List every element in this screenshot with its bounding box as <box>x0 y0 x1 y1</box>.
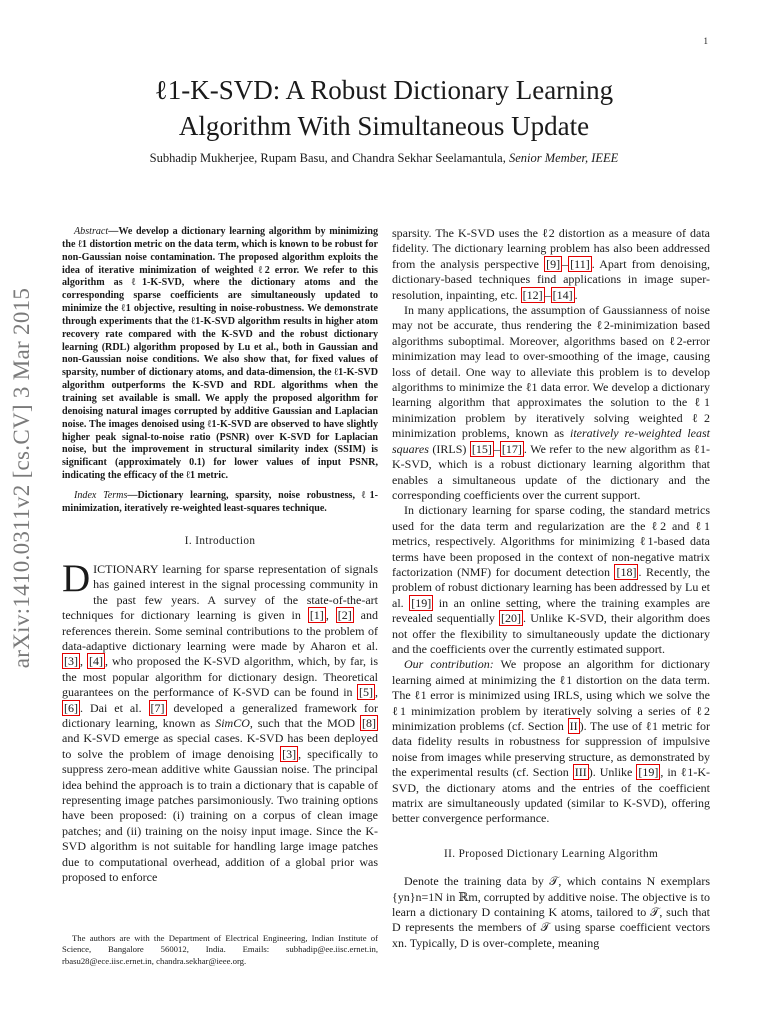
intro-text: and references therein. Some seminal contributions to the problem of data-adaptive dictionary learning were made by Aharon et al. <box>62 608 379 653</box>
irls-term: iteratively re-weighted least squares <box>392 426 710 456</box>
body-text: – <box>562 256 569 271</box>
body-text: We propose an algorithm for dictionary learning aimed at minimizing the ℓ1 distortion on the data term. The ℓ1 error is minimized using IRLS, using which we solve the ℓ1 minimization problem by iteratively solving a series of ℓ2 minimization problems (cf. Section <box>392 657 710 733</box>
citation-link[interactable]: [18] <box>616 564 637 579</box>
simco-term: SimCO <box>215 716 250 731</box>
citation-link[interactable]: [19] <box>638 765 659 780</box>
paper-title <box>60 72 708 144</box>
intro-text: , who proposed the K-SVD algorithm, which, by far, is the most popular algorithm for dictionary design. Theoretical guarantees on the performance of K-SVD can be found in <box>62 654 379 700</box>
body-text: . <box>574 287 578 302</box>
citation-link[interactable]: [3] <box>282 746 297 761</box>
section-heading-introduction: I. Introduction <box>184 534 256 547</box>
body-paragraph: Denote the training data by 𝒯, which contains N exemplars {yn}n=1N in ℝm, corrupted by additive noise. The objective is to learn a dictionary D containing K atoms, tailored to 𝒯, such that D represents the members of 𝒯 using sparse coefficient vectors xn. Typically, D is over-complete, meaning <box>392 874 710 950</box>
body-text: ). Unlike <box>588 765 637 780</box>
citation-link[interactable]: [4] <box>89 654 104 669</box>
abstract-label: Abstract <box>74 226 109 237</box>
body-paragraph <box>392 503 710 657</box>
introduction-paragraph <box>62 556 379 886</box>
citation-link[interactable]: [5] <box>359 685 373 700</box>
intro-text: , <box>80 654 88 669</box>
intro-text: and K-SVD emerge as special cases. K-SVD has been deployed to solve the problem of image denoising <box>62 731 378 761</box>
body-text: . Apart from denoising, dictionary-based techniques find applications in image super-resolution, inpainting, etc. <box>392 256 710 302</box>
arxiv-stamp-text: arXiv:1410.0311v2 [cs.CV] 3 Mar 2015 <box>9 287 35 669</box>
citation-link[interactable]: [19] <box>411 595 432 610</box>
title-line-2: Algorithm With Simultaneous Update <box>178 111 590 141</box>
intro-text: , such that the MOD <box>249 716 360 731</box>
body-text: In dictionary learning for sparse coding, the standard metrics used for the data term and regularization are the ℓ2 and ℓ1 metrics, respectively. Algorithms for minimizing ℓ1-based data terms have been proposed in the context of non-negative matrix factorization (NMF) for document detection <box>392 503 710 579</box>
index-terms-label: Index Terms <box>74 489 128 501</box>
intro-text: , <box>375 685 378 700</box>
author-names: Subhadip Mukherjee, Rupam Basu, and Chandra Sekhar Seelamantula, <box>149 151 506 165</box>
body-text: ). The use of ℓ1 metric for data fidelity results in robustness for suppression of impulsive noise from images while preserving structure, as demonstrated by the experimental results (cf. Section <box>392 719 710 780</box>
citation-link[interactable]: [17] <box>501 441 522 456</box>
citation-link[interactable]: [3] <box>64 654 78 669</box>
right-column <box>392 226 710 951</box>
left-column <box>62 226 378 886</box>
intro-text: , specifically to suppress zero-mean additive white Gaussian noise. The principal idea behind the approach is to train a dictionary that is capable of representing image patches parsimoniously. Two training options have been proposed: (i) training on a corpus of clean image patches; and (ii) training on the noisy input image. Since the K-SVD algorithm is not suitable for handling large image patches due to computational overhead, addition of a global prior was proposed to enforce <box>62 746 379 885</box>
citation-link[interactable]: [2] <box>337 608 352 623</box>
citation-link[interactable]: [1] <box>309 608 324 623</box>
body-paragraph <box>392 226 710 303</box>
arxiv-stamp <box>2 278 42 678</box>
body-text: – <box>493 441 500 456</box>
body-text: sparsity. The K-SVD uses the ℓ2 distortion as a measure of data fidelity. The dictionary learning problem has also been addressed from the analysis perspective <box>392 226 710 271</box>
page-number: 1 <box>703 36 708 46</box>
citation-link[interactable]: [20] <box>501 611 522 626</box>
body-text: . Unlike K-SVD, their algorithm does not offer the flexibility to simultaneously update the dictionary and the coefficients over the currently estimated support. <box>392 611 710 656</box>
title-line-1: ℓ1-K-SVD: A Robust Dictionary Learning <box>154 75 614 105</box>
body-text: In many applications, the assumption of Gaussianness of noise may not be accurate, thus rendering the ℓ2-minimization based algorithms suboptimal. Moreover, algorithms based on ℓ2-error minimization may lead to over-smoothing of the image, causing loss of detail. One way to alleviate this problem is to develop algorithms to minimize the ℓ1 data error. We develop a dictionary learning algorithm that approximates the solution to the ℓ1 minimization problem by iteratively solving weighted ℓ2 minimization problems, known as <box>392 303 710 441</box>
intro-text: ICTIONARY learning for sparse representation of signals has gained interest in the signal processing community in the past few years. A survey of the state-of-the-art techniques for dictionary learning is given in <box>62 561 378 623</box>
drop-cap: D <box>62 556 91 600</box>
body-text: . We refer to the new algorithm as ℓ1-K-SVD, which is a robust dictionary learning algorithm that enables a simultaneous update of the dictionary and the corresponding coefficients over the current support. <box>392 441 711 502</box>
citation-link[interactable]: [12] <box>522 287 543 302</box>
abstract <box>62 226 378 483</box>
citation-link[interactable]: [8] <box>362 716 376 731</box>
footnote-text: The authors are with the Department of Electrical Engineering, Indian Institute of Science, Bangalore 560012, India. Emails: subhadip@ee.iisc.ernet.in, rbasu28@ece.iisc.ernet.in, chandra.sekhar@ieee.org. <box>62 933 378 966</box>
body-text: , in ℓ1-K-SVD, the dictionary atoms and the entries of the coefficient matrix are simultaneously updated (similar to K-SVD), offering better convergence performance. <box>392 765 710 826</box>
body-text: (IRLS) <box>428 441 470 456</box>
body-text: in an online setting, where the training examples are revealed sequentially <box>392 595 710 626</box>
intro-text: , <box>325 608 336 623</box>
body-text: – <box>544 287 551 302</box>
author-line <box>60 151 708 166</box>
abstract-text: —We develop a dictionary learning algorithm by minimizing the ℓ1 distortion metric on the data term, which is known to be robust for non-Gaussian noise contamination. The proposed algorithm exploits the idea of iterative minimization of weighted ℓ2 error. We refer to this algorithm as ℓ1-K-SVD, where the dictionary atoms and the corresponding sparse coefficients are simultaneously updated to minimize the ℓ1 objective, resulting in noise-robustness. We demonstrate through experiments that the ℓ1-K-SVD algorithm results in higher atom recovery rate compared with the K-SVD and the robust dictionary learning (RDL) algorithm proposed by Lu et al., both in Gaussian and non-Gaussian noise conditions. We also show that, for fixed values of sparsity, number of dictionary atoms, and data-dimension, the ℓ1-K-SVD algorithm outperforms the K-SVD and RDL algorithms when the training set available is small. We apply the proposed algorithm for denoising natural images corrupted by additive Gaussian and Laplacian noise. The images denoised using ℓ1-K-SVD are observed to have slightly higher peak signal-to-noise ratio (PSNR) over K-SVD for Laplacian noise, but the improvement in structural similarity index (SSIM) is significant (approximately 0.1) for lower values of input PSNR, indicating the efficacy of the ℓ1 metric. <box>62 226 378 482</box>
intro-text: . Dai et al. <box>80 700 149 715</box>
index-terms <box>62 490 378 516</box>
author-role: Senior Member, IEEE <box>508 151 619 165</box>
citation-link[interactable]: [7] <box>150 700 165 715</box>
body-paragraph <box>392 303 710 503</box>
intro-text: developed a generalized framework for dictionary learning, known as <box>62 700 378 731</box>
index-terms-text: —Dictionary learning, sparsity, noise robustness, ℓ1-minimization, iteratively re-weighted least-squares technique. <box>62 489 378 514</box>
citation-link[interactable]: [11] <box>570 256 590 271</box>
citation-link[interactable]: [6] <box>64 700 78 715</box>
section-link[interactable]: II <box>569 719 578 733</box>
citation-link[interactable]: [14] <box>552 287 573 302</box>
section-link[interactable]: III <box>574 765 587 780</box>
citation-link[interactable]: [15] <box>471 441 492 456</box>
body-text: . Recently, the problem of robust dictionary learning has been addressed by Lu et al. <box>392 564 710 610</box>
contribution-label: Our contribution: <box>404 657 494 672</box>
footnote <box>62 933 378 967</box>
body-paragraph-contribution <box>392 657 710 826</box>
citation-link[interactable]: [9] <box>546 256 561 271</box>
section-heading-proposed-algorithm: II. Proposed Dictionary Learning Algorithm <box>443 847 659 860</box>
